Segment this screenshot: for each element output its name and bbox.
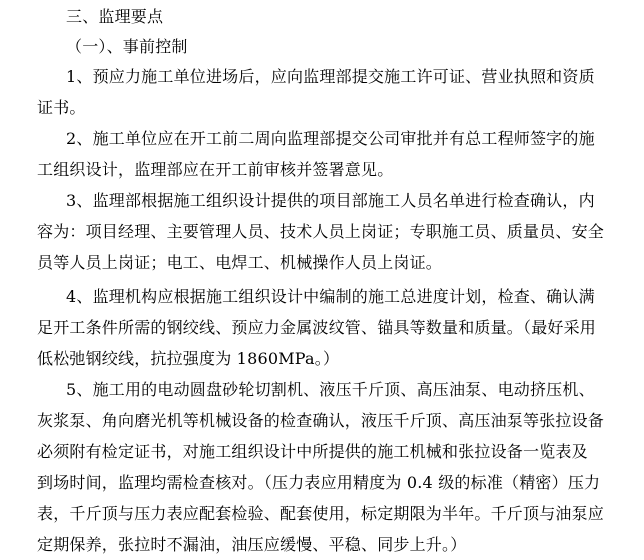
- paragraph-line: 员等人员上岗证；电工、电焊工、机械操作人员上岗证。: [37, 253, 443, 272]
- paragraph-line: 容为：项目经理、主要管理人员、技术人员上岗证；专职施工员、质量员、安全: [37, 222, 605, 241]
- paragraph-line: 定期保养，张拉时不漏油，油压应缓慢、平稳、同步上升。）: [37, 535, 467, 554]
- paragraph-line: 证书。: [37, 98, 86, 117]
- paragraph-line: 到场时间，监理均需检查核对。（压力表应用精度为 0.4 级的标准（精密）压力: [37, 473, 601, 492]
- paragraph-line: 灰浆泵、角向磨光机等机械设备的检查确认，液压千斤顶、高压油泵等张拉设备: [37, 411, 605, 430]
- subsection-heading: （一）、事前控制: [66, 37, 188, 56]
- paragraph-line: 4、监理机构应根据施工组织设计中编制的施工总进度计划，检查、确认满: [66, 287, 595, 306]
- paragraph-line: 3、监理部根据施工组织设计提供的项目部施工人员名单进行检查确认，内: [66, 191, 595, 210]
- paragraph-line: 表，千斤顶与压力表应配套检验、配套使用，标定期限为半年。千斤顶与油泵应: [37, 504, 605, 523]
- paragraph-line: 1、预应力施工单位进场后，应向监理部提交施工许可证、营业执照和资质: [66, 67, 595, 86]
- paragraph-line: 足开工条件所需的钢绞线、预应力金属波纹管、锚具等数量和质量。（最好采用: [37, 318, 597, 337]
- paragraph-line: 5、施工用的电动圆盘砂轮切割机、液压千斤顶、高压油泵、电动挤压机、: [66, 380, 595, 399]
- paragraph-line: 工组织设计，监理部应在开工前审核并签署意见。: [37, 160, 394, 179]
- paragraph-line: 必须附有检定证书，对施工组织设计中所提供的施工机械和张拉设备一览表及: [37, 442, 588, 461]
- paragraph-line: 2、施工单位应在开工前二周向监理部提交公司审批并有总工程师签字的施: [66, 129, 595, 148]
- section-heading: 三、监理要点: [66, 7, 164, 26]
- paragraph-line: 低松弛钢绞线，抗拉强度为 1860MPa。）: [37, 349, 340, 368]
